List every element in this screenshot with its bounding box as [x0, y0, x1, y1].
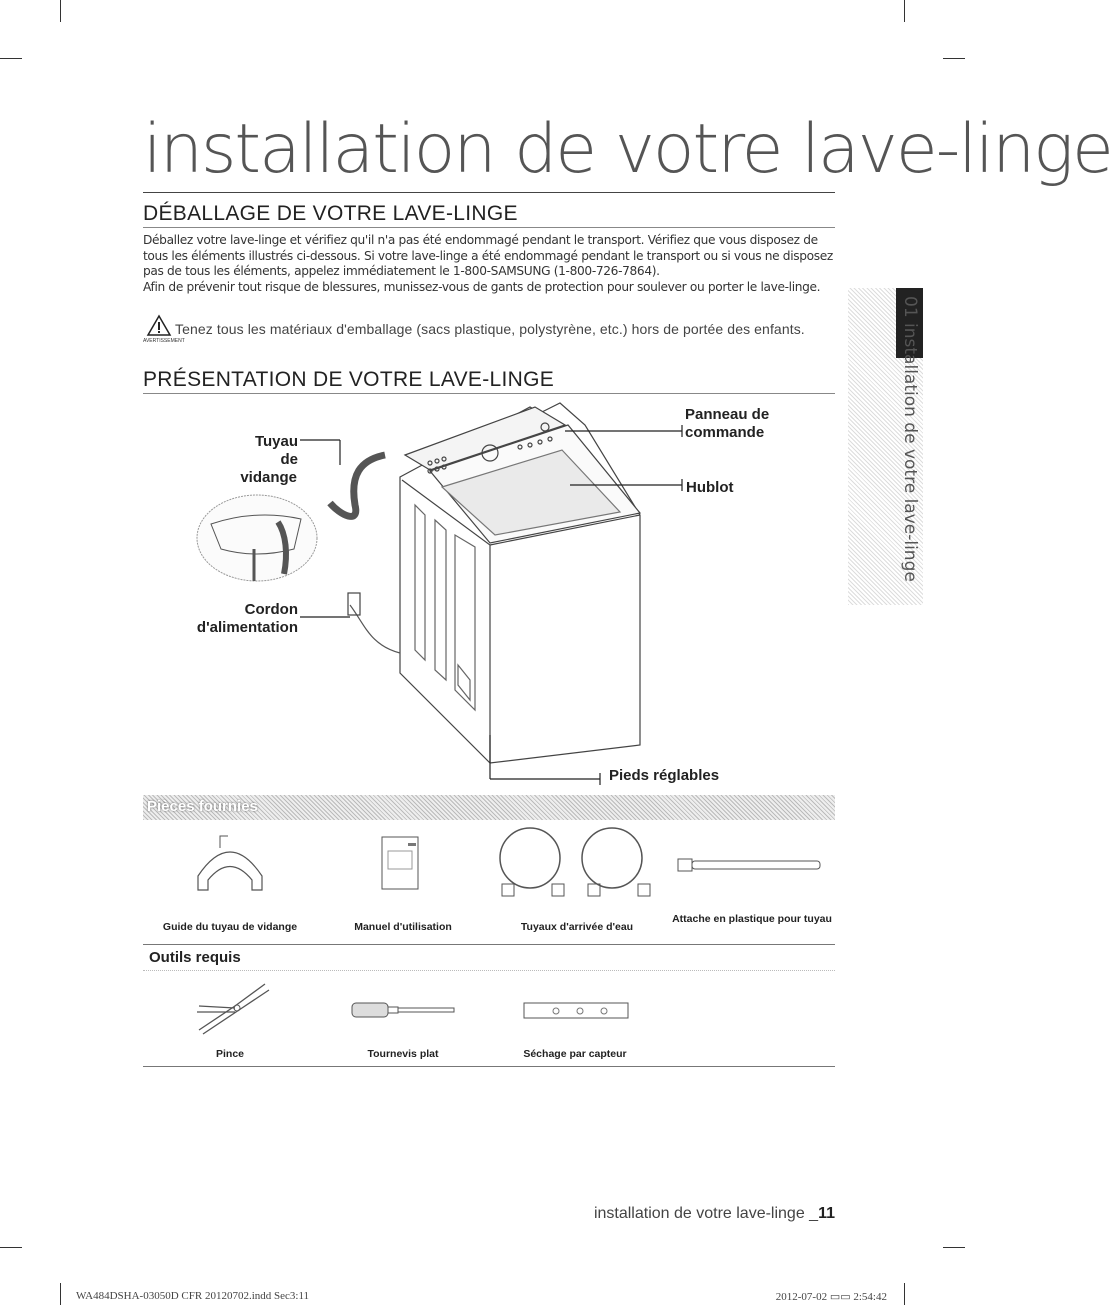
manual-icon	[380, 835, 422, 891]
divider	[143, 1066, 835, 1067]
label-line: Panneau de	[685, 406, 770, 423]
label-line: d'alimentation	[196, 619, 298, 636]
footer-text: installation de votre lave-linge _	[593, 1205, 819, 1222]
warning-icon	[147, 315, 171, 336]
page-number: 11	[818, 1205, 835, 1222]
crop-mark	[60, 0, 61, 22]
text-line: pas de tous les éléments, appelez immédiatement le 1-800-SAMSUNG (1-800-726-7864).	[143, 264, 660, 278]
label-line: commande	[685, 424, 765, 441]
crop-mark	[904, 1283, 905, 1305]
crop-mark	[904, 0, 905, 22]
section-heading-overview: PRÉSENTATION DE VOTRE LAVE-LINGE	[143, 368, 835, 394]
tools-heading-row	[143, 948, 835, 971]
water-hoses-icon	[490, 826, 660, 904]
slug-file: WA484DSHA-03050D CFR 20120702.indd Sec3:11	[76, 1290, 310, 1302]
parts-heading: Pièces fournies	[147, 798, 258, 815]
crop-mark	[0, 58, 22, 59]
crop-mark	[943, 1247, 965, 1248]
callout-drain-hose	[234, 433, 298, 487]
tab-label: 01 installation de votre lave-linge	[900, 296, 920, 582]
page-title: installation de votre lave-linge	[143, 110, 835, 193]
pliers-icon	[195, 978, 275, 1036]
text-line: Afin de prévenir tout risque de blessures, munissez-vous de gants de protection pour soulever ou porter le lave-linge.	[143, 279, 821, 294]
label-line: Cordon	[244, 601, 298, 618]
warning-text: Tenez tous les matériaux d'emballage (sacs plastique, polystyrène, etc.) hors de portée des enfants.	[175, 321, 805, 337]
tool-caption: Tournevis plat	[367, 1048, 439, 1060]
page-footer	[594, 1205, 835, 1223]
screwdriver-icon	[350, 1000, 458, 1020]
cable-tie-icon	[676, 855, 824, 875]
tool-caption: Séchage par capteur	[523, 1048, 627, 1060]
unpacking-text	[143, 233, 838, 295]
callout-door: Hublot	[686, 479, 734, 496]
warning	[143, 313, 843, 343]
sink-inset	[196, 494, 318, 582]
part-caption: Tuyaux d'arrivée d'eau	[520, 921, 634, 933]
slug-date: 2012-07-02 ▭▭ 2:54:42	[775, 1291, 887, 1303]
text-line: Déballez votre lave-linge et vérifiez qu'il n'a pas été endommagé pendant le transport. Vérifiez que vous disposez de	[143, 233, 818, 247]
chapter-tab	[848, 288, 923, 605]
callout-power-cord	[190, 601, 298, 637]
part-caption: Attache en plastique pour tuyau	[672, 913, 832, 925]
text-line: tous les éléments illustrés ci-dessous. Si votre lave-linge a été endommagé pendant le transport ou si vous ne disposez	[143, 248, 833, 263]
part-caption: Guide du tuyau de vidange	[162, 921, 298, 933]
sensor-dry-bar-icon	[522, 1000, 632, 1022]
divider	[143, 944, 835, 945]
crop-mark	[0, 1247, 22, 1248]
warning-caption: AVERTISSEMENT	[143, 338, 185, 344]
part-caption: Manuel d'utilisation	[354, 921, 452, 933]
crop-mark	[60, 1283, 61, 1305]
callout-feet: Pieds réglables	[609, 767, 720, 784]
callout-control-panel	[685, 406, 769, 442]
label-line: Tuyau de	[254, 433, 298, 468]
label-line: vidange	[240, 469, 297, 486]
crop-mark	[943, 58, 965, 59]
section-heading-unpacking: DÉBALLAGE DE VOTRE LAVE-LINGE	[143, 202, 835, 228]
drain-hose-guide-icon	[190, 828, 270, 898]
parts-heading-bar	[143, 795, 835, 820]
tool-caption: Pince	[215, 1048, 244, 1060]
tools-heading: Outils requis	[149, 949, 241, 966]
